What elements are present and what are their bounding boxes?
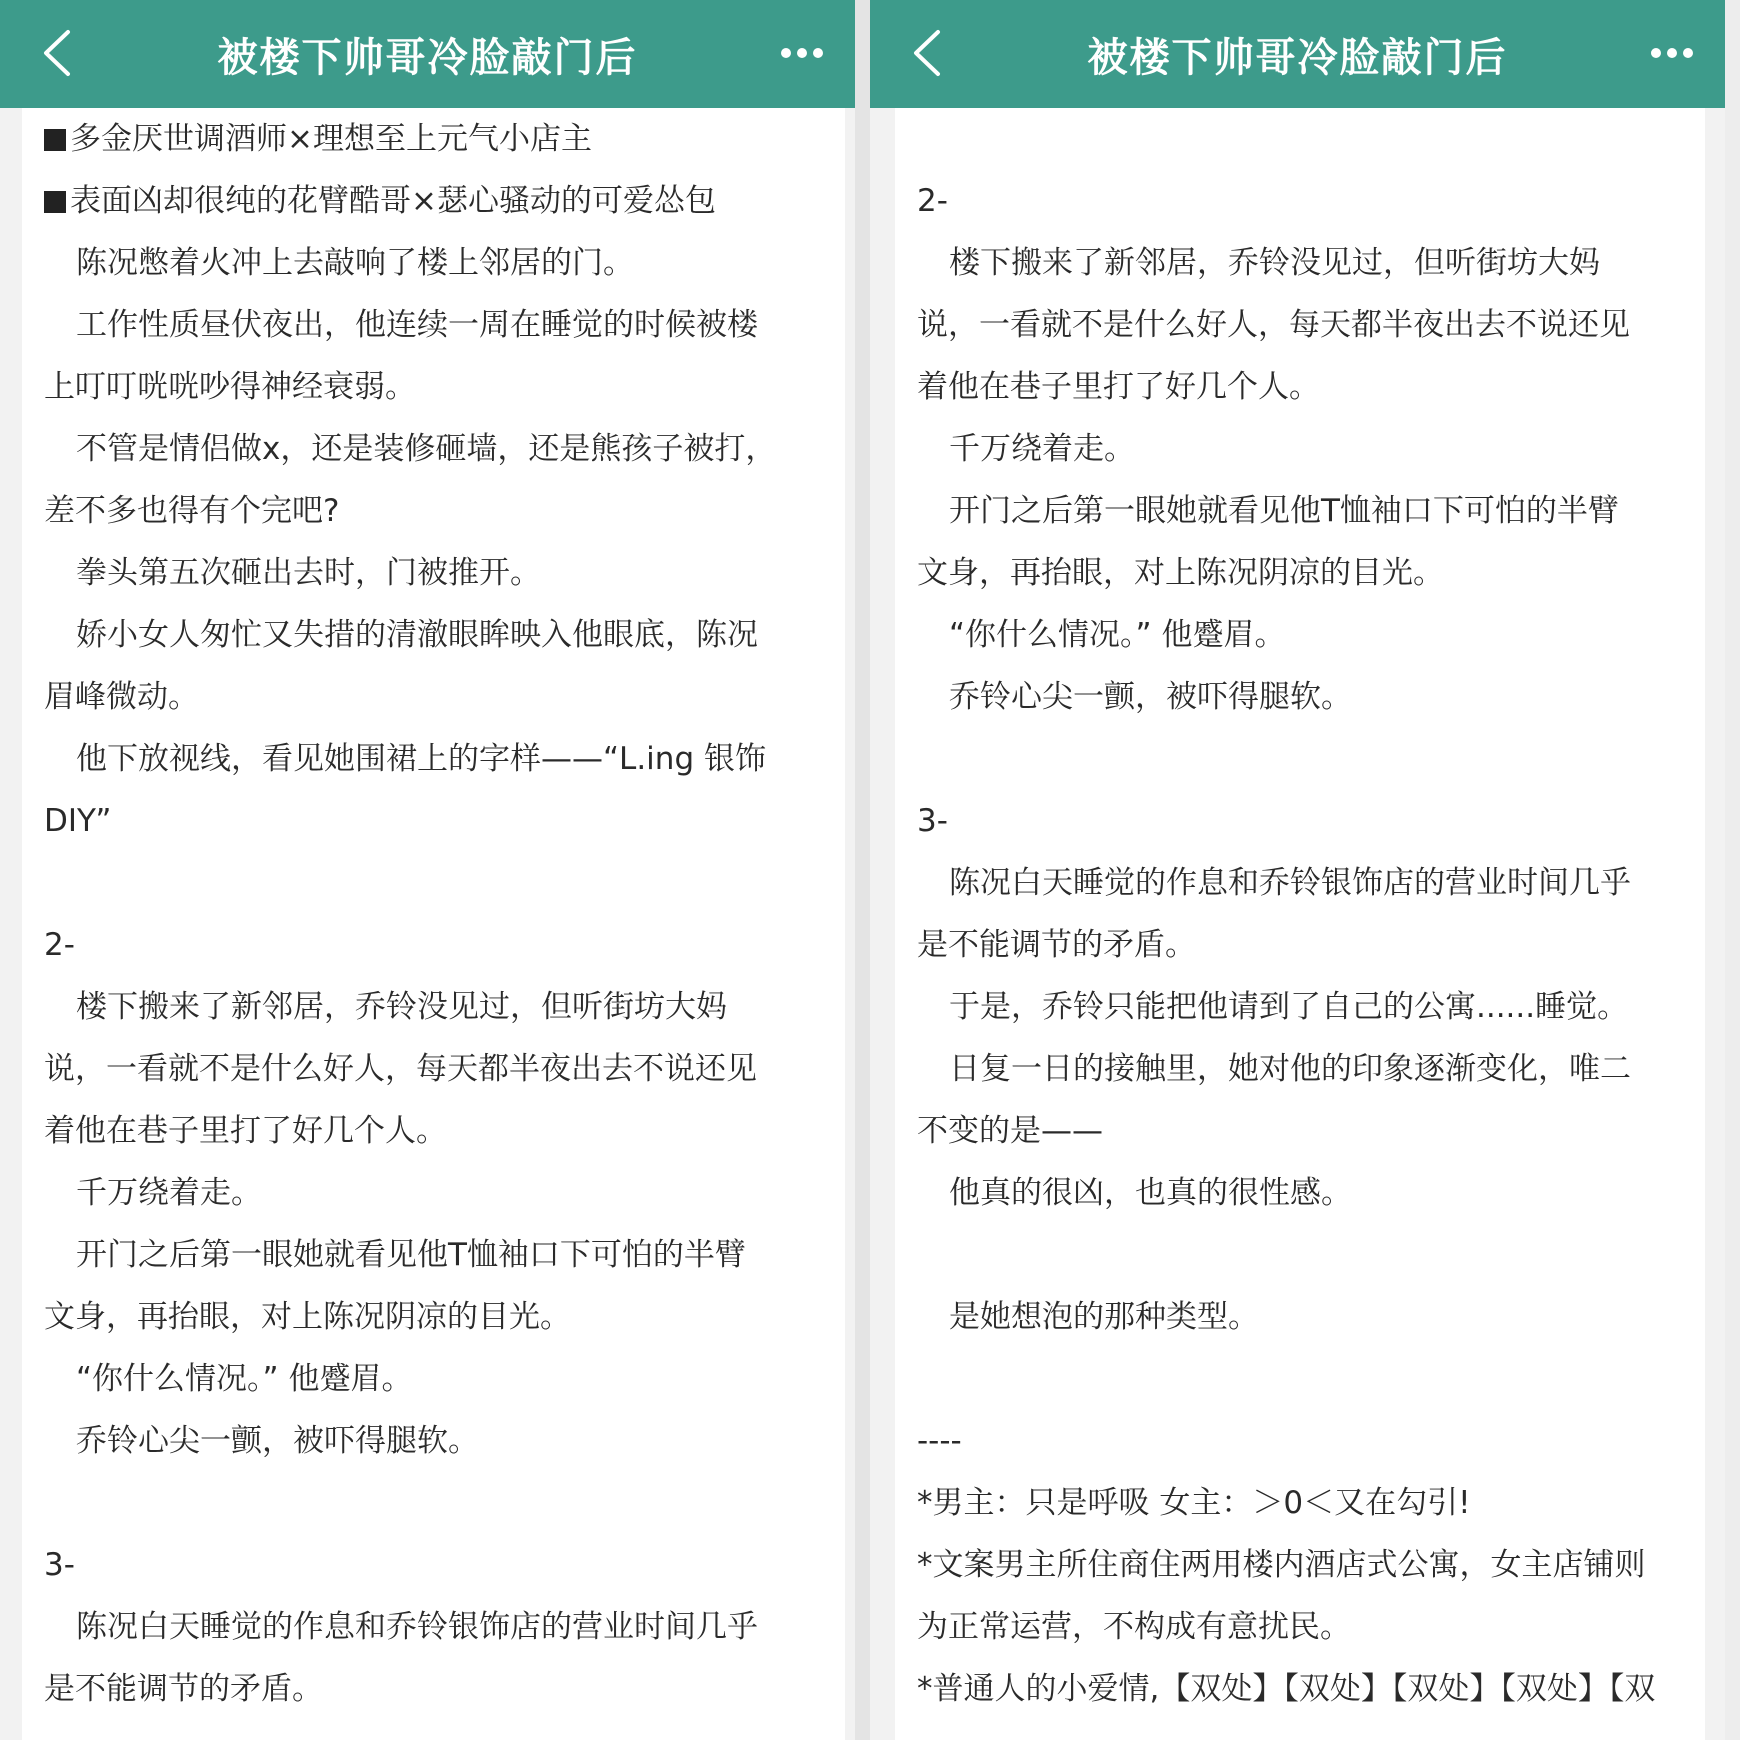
blank-line — [44, 852, 823, 914]
book-title: 被楼下帅哥冷脸敲门后 — [217, 34, 638, 81]
line-text: 多金厌世调酒师×理想至上元气小店主 — [70, 121, 592, 157]
book-title: 被楼下帅哥冷脸敲门后 — [1087, 34, 1508, 81]
chevron-left-icon — [40, 28, 74, 78]
back-button[interactable] — [22, 18, 92, 88]
line-text: 不变的是—— — [917, 1113, 1103, 1149]
text-line — [917, 604, 1683, 666]
page-content — [22, 108, 845, 1720]
line-text: DIY” — [44, 803, 112, 839]
line-text: 陈况白天睡觉的作息和乔铃银饰店的营业时间几乎 — [949, 865, 1631, 901]
text-line — [44, 1100, 823, 1162]
text-line — [44, 1162, 823, 1224]
text-line — [44, 480, 823, 542]
more-horizontal-icon — [780, 46, 824, 60]
text-line — [44, 1224, 823, 1286]
line-text: ---- — [917, 1423, 962, 1459]
text-line — [917, 1100, 1683, 1162]
line-text: 为正常运营，不构成有意扰民。 — [917, 1609, 1351, 1645]
line-text: 说，一看就不是什么好人，每天都半夜出去不说还见 — [917, 307, 1630, 343]
square-bullet-icon — [44, 191, 66, 213]
text-line — [44, 1658, 823, 1720]
line-text: 上叮叮咣咣吵得神经衰弱。 — [44, 369, 416, 405]
text-line — [917, 666, 1683, 728]
line-text: 表面凶却很纯的花臂酷哥×瑟心骚动的可爱怂包 — [70, 183, 716, 219]
text-line — [44, 1410, 823, 1472]
line-text: 2- — [44, 927, 75, 963]
text-line — [44, 1534, 823, 1596]
text-line — [917, 914, 1683, 976]
text-line — [44, 542, 823, 604]
line-text: 娇小女人匆忙又失措的清澈眼眸映入他眼底，陈况 — [76, 617, 758, 653]
page-content — [895, 108, 1705, 1720]
text-line — [917, 1162, 1683, 1224]
line-text: 千万绕着走。 — [949, 431, 1135, 467]
text-line — [917, 976, 1683, 1038]
line-text: *普通人的小爱情,【双处】【双处】【双处】【双处】【双 — [917, 1671, 1656, 1707]
text-line — [917, 480, 1683, 542]
text-line — [44, 666, 823, 728]
text-line — [44, 418, 823, 480]
line-text: 他下放视线，看见她围裙上的字样——“L.ing 银饰 — [76, 741, 766, 777]
text-line — [44, 790, 823, 852]
line-text: 于是，乔铃只能把他请到了自己的公寓......睡觉。 — [949, 989, 1629, 1025]
text-line — [917, 852, 1683, 914]
line-text: 不管是情侣做x，还是装修砸墙，还是熊孩子被打， — [76, 431, 777, 467]
line-text: 3- — [44, 1547, 75, 1583]
line-text: 乔铃心尖一颤，被吓得腿软。 — [949, 679, 1352, 715]
line-text: 差不多也得有个完吧? — [44, 493, 340, 529]
text-line — [44, 294, 823, 356]
line-text: 开门之后第一眼她就看见他T恤袖口下可怕的半臂 — [949, 493, 1619, 529]
blank-line — [917, 1348, 1683, 1410]
top-nav-bar — [0, 0, 855, 108]
line-text: 文身，再抬眼，对上陈况阴凉的目光。 — [917, 555, 1444, 591]
text-line — [917, 1534, 1683, 1596]
line-text: 陈况憋着火冲上去敲响了楼上邻居的门。 — [76, 245, 634, 281]
blank-line — [917, 1224, 1683, 1286]
text-line — [917, 1410, 1683, 1472]
text-line — [917, 356, 1683, 418]
text-line — [917, 542, 1683, 604]
line-text: 乔铃心尖一颤，被吓得腿软。 — [76, 1423, 479, 1459]
text-line — [917, 1472, 1683, 1534]
text-line — [44, 914, 823, 976]
line-text: 千万绕着走。 — [76, 1175, 262, 1211]
text-line — [917, 790, 1683, 852]
panel-divider — [855, 0, 870, 1740]
text-line — [44, 604, 823, 666]
more-button[interactable] — [1637, 18, 1707, 88]
line-text: 楼下搬来了新邻居，乔铃没见过，但听街坊大妈 — [76, 989, 727, 1025]
line-text: 眉峰微动。 — [44, 679, 199, 715]
more-horizontal-icon — [1650, 46, 1694, 60]
line-text: 说，一看就不是什么好人，每天都半夜出去不说还见 — [44, 1051, 757, 1087]
line-text: 日复一日的接触里，她对他的印象逐渐变化，唯二 — [949, 1051, 1631, 1087]
line-text: 文身，再抬眼，对上陈况阴凉的目光。 — [44, 1299, 571, 1335]
text-line — [917, 1286, 1683, 1348]
text-line — [44, 1348, 823, 1410]
chevron-left-icon — [910, 28, 944, 78]
text-line — [917, 232, 1683, 294]
text-line — [917, 1658, 1683, 1720]
line-text: 他真的很凶，也真的很性感。 — [949, 1175, 1352, 1211]
line-text: 拳头第五次砸出去时，门被推开。 — [76, 555, 541, 591]
line-text: 是不能调节的矛盾。 — [917, 927, 1196, 963]
more-button[interactable] — [767, 18, 837, 88]
blank-line — [917, 108, 1683, 170]
line-text: 工作性质昼伏夜出，他连续一周在睡觉的时候被楼 — [76, 307, 758, 343]
text-line — [917, 418, 1683, 480]
blank-line — [44, 1472, 823, 1534]
reading-page[interactable] — [22, 108, 845, 1740]
text-line — [917, 1038, 1683, 1100]
top-nav-bar — [870, 0, 1725, 108]
line-text: 着他在巷子里打了好几个人。 — [44, 1113, 447, 1149]
right-reader-panel — [870, 0, 1725, 1740]
text-line — [44, 728, 823, 790]
back-button[interactable] — [892, 18, 962, 88]
text-line — [917, 1596, 1683, 1658]
line-text: 着他在巷子里打了好几个人。 — [917, 369, 1320, 405]
text-line — [44, 976, 823, 1038]
text-line — [44, 1286, 823, 1348]
text-line — [44, 356, 823, 418]
line-text: “你什么情况。” 他蹙眉。 — [949, 617, 1286, 653]
text-line — [44, 170, 823, 232]
line-text: *文案男主所住商住两用楼内酒店式公寓，女主店铺则 — [917, 1547, 1646, 1583]
text-line — [44, 1038, 823, 1100]
line-text: 是她想泡的那种类型。 — [949, 1299, 1259, 1335]
line-text: *男主：只是呼吸 女主：＞0＜又在勾引! — [917, 1485, 1471, 1521]
text-line — [44, 108, 823, 170]
line-text: 楼下搬来了新邻居，乔铃没见过，但听街坊大妈 — [949, 245, 1600, 281]
blank-line — [917, 728, 1683, 790]
text-line — [917, 170, 1683, 232]
line-text: 2- — [917, 183, 948, 219]
line-text: “你什么情况。” 他蹙眉。 — [76, 1361, 413, 1397]
text-line — [917, 294, 1683, 356]
reading-page[interactable] — [895, 108, 1705, 1740]
square-bullet-icon — [44, 129, 66, 151]
left-reader-panel — [0, 0, 855, 1740]
line-text: 陈况白天睡觉的作息和乔铃银饰店的营业时间几乎 — [76, 1609, 758, 1645]
line-text: 开门之后第一眼她就看见他T恤袖口下可怕的半臂 — [76, 1237, 746, 1273]
text-line — [44, 232, 823, 294]
line-text: 是不能调节的矛盾。 — [44, 1671, 323, 1707]
text-line — [44, 1596, 823, 1658]
line-text: 3- — [917, 803, 948, 839]
